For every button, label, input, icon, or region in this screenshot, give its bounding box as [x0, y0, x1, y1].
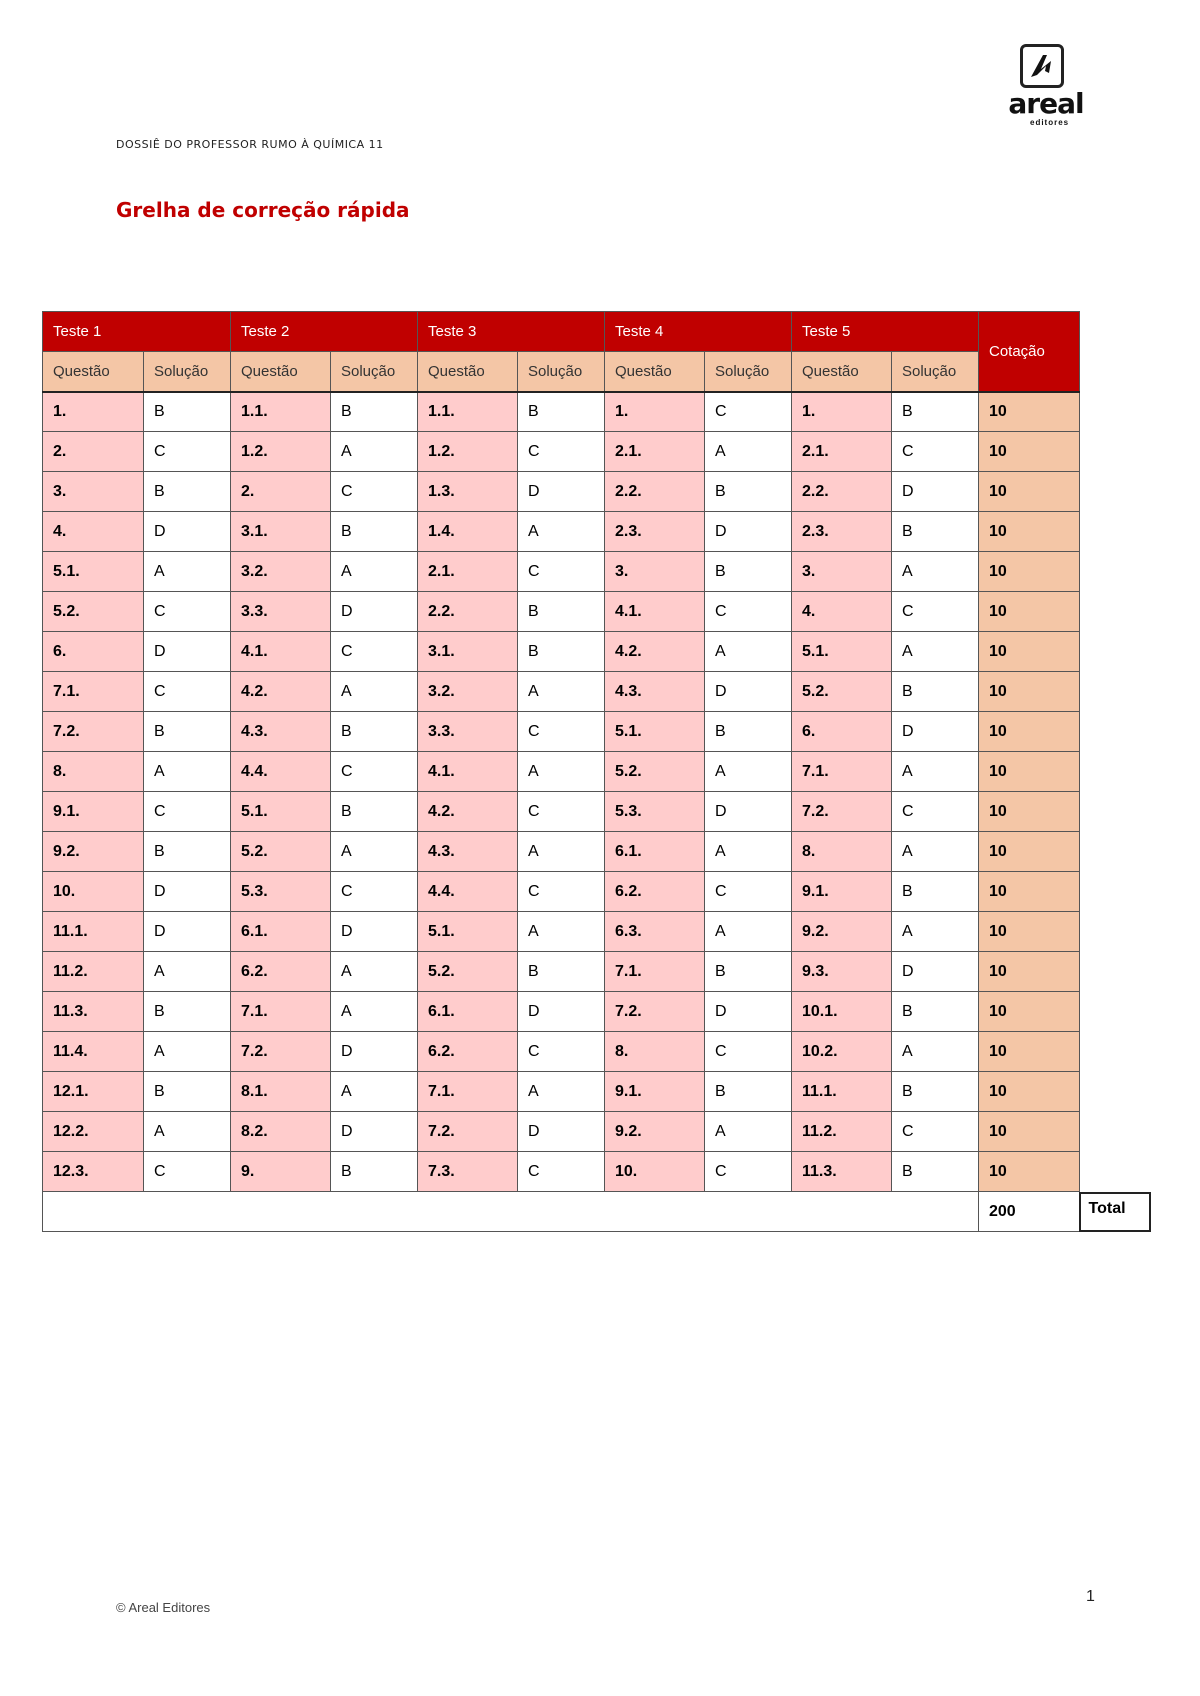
- total-row-spacer: [43, 1192, 979, 1232]
- solution-cell: D: [705, 672, 792, 712]
- question-cell: 9.3.: [792, 952, 892, 992]
- total-row: [43, 1192, 1080, 1232]
- solution-column-header: Solução: [144, 352, 231, 392]
- question-cell: 1.: [605, 392, 705, 432]
- question-cell: 7.2.: [605, 992, 705, 1032]
- solution-cell: A: [518, 1072, 605, 1112]
- question-cell: 10.1.: [792, 992, 892, 1032]
- solution-cell: C: [518, 872, 605, 912]
- question-cell: 5.1.: [231, 792, 331, 832]
- table-row: [43, 1152, 1080, 1192]
- cotacao-cell: 10: [979, 1112, 1080, 1152]
- solution-cell: A: [144, 752, 231, 792]
- solution-cell: B: [705, 712, 792, 752]
- solution-cell: C: [518, 792, 605, 832]
- solution-cell: A: [892, 552, 979, 592]
- question-cell: 4.: [43, 512, 144, 552]
- solution-cell: C: [144, 792, 231, 832]
- solution-cell: D: [518, 472, 605, 512]
- table-row: [43, 1112, 1080, 1152]
- question-cell: 6.1.: [418, 992, 518, 1032]
- question-cell: 12.1.: [43, 1072, 144, 1112]
- table-row: [43, 432, 1080, 472]
- solution-cell: D: [331, 912, 418, 952]
- question-cell: 6.2.: [605, 872, 705, 912]
- solution-cell: A: [331, 992, 418, 1032]
- question-cell: 4.3.: [605, 672, 705, 712]
- solution-cell: A: [705, 752, 792, 792]
- solution-cell: A: [892, 912, 979, 952]
- solution-cell: C: [705, 592, 792, 632]
- table-row: [43, 832, 1080, 872]
- solution-cell: B: [331, 512, 418, 552]
- solution-cell: B: [144, 392, 231, 432]
- question-cell: 2.: [43, 432, 144, 472]
- test-header: Teste 2: [231, 312, 418, 352]
- question-cell: 1.2.: [418, 432, 518, 472]
- question-cell: 11.4.: [43, 1032, 144, 1072]
- solution-cell: C: [331, 472, 418, 512]
- solution-cell: C: [518, 712, 605, 752]
- logo-wordmark: areal: [1008, 87, 1084, 120]
- solution-cell: A: [705, 432, 792, 472]
- table-row: [43, 552, 1080, 592]
- question-cell: 6.1.: [605, 832, 705, 872]
- question-cell: 12.2.: [43, 1112, 144, 1152]
- solution-cell: A: [331, 832, 418, 872]
- cotacao-cell: 10: [979, 512, 1080, 552]
- question-cell: 2.3.: [605, 512, 705, 552]
- question-cell: 8.2.: [231, 1112, 331, 1152]
- cotacao-header: Cotação: [979, 312, 1080, 392]
- question-column-header: Questão: [43, 352, 144, 392]
- question-cell: 3.: [605, 552, 705, 592]
- cotacao-cell: 10: [979, 872, 1080, 912]
- solution-cell: C: [144, 1152, 231, 1192]
- question-cell: 3.3.: [418, 712, 518, 752]
- cotacao-cell: 10: [979, 992, 1080, 1032]
- solution-column-header: Solução: [331, 352, 418, 392]
- solution-cell: B: [144, 1072, 231, 1112]
- table-row: [43, 792, 1080, 832]
- question-cell: 3.2.: [231, 552, 331, 592]
- solution-cell: B: [705, 952, 792, 992]
- question-cell: 7.1.: [43, 672, 144, 712]
- question-cell: 1.1.: [418, 392, 518, 432]
- test-header: Teste 3: [418, 312, 605, 352]
- question-cell: 9.: [231, 1152, 331, 1192]
- solution-cell: A: [892, 1032, 979, 1072]
- question-cell: 2.1.: [605, 432, 705, 472]
- solution-cell: A: [705, 632, 792, 672]
- solution-cell: A: [705, 912, 792, 952]
- question-cell: 4.1.: [605, 592, 705, 632]
- solution-cell: A: [518, 912, 605, 952]
- solution-cell: D: [892, 952, 979, 992]
- question-cell: 7.1.: [418, 1072, 518, 1112]
- question-cell: 6.: [792, 712, 892, 752]
- question-cell: 8.: [43, 752, 144, 792]
- solution-cell: A: [144, 1032, 231, 1072]
- question-cell: 11.3.: [43, 992, 144, 1032]
- question-cell: 7.2.: [231, 1032, 331, 1072]
- question-cell: 3.: [43, 472, 144, 512]
- solution-cell: D: [705, 792, 792, 832]
- solution-cell: B: [144, 832, 231, 872]
- question-cell: 4.3.: [418, 832, 518, 872]
- solution-cell: D: [144, 632, 231, 672]
- logo-mark-icon: [1020, 44, 1064, 88]
- question-cell: 2.1.: [418, 552, 518, 592]
- solution-cell: A: [705, 1112, 792, 1152]
- solution-cell: C: [892, 592, 979, 632]
- solution-column-header: Solução: [705, 352, 792, 392]
- cotacao-cell: 10: [979, 632, 1080, 672]
- solution-cell: B: [331, 792, 418, 832]
- solution-cell: B: [518, 592, 605, 632]
- question-cell: 11.2.: [43, 952, 144, 992]
- table-row: [43, 632, 1080, 672]
- table-row: [43, 992, 1080, 1032]
- question-column-header: Questão: [231, 352, 331, 392]
- question-cell: 6.3.: [605, 912, 705, 952]
- solution-cell: B: [144, 992, 231, 1032]
- solution-cell: D: [518, 992, 605, 1032]
- cotacao-cell: 10: [979, 712, 1080, 752]
- table-row: [43, 392, 1080, 432]
- cotacao-cell: 10: [979, 792, 1080, 832]
- solution-cell: C: [518, 552, 605, 592]
- solution-cell: C: [144, 432, 231, 472]
- question-cell: 10.: [43, 872, 144, 912]
- solution-cell: D: [892, 472, 979, 512]
- solution-cell: B: [892, 1152, 979, 1192]
- total-value: 200: [979, 1192, 1080, 1232]
- solution-cell: A: [331, 952, 418, 992]
- solution-cell: B: [892, 872, 979, 912]
- question-cell: 1.1.: [231, 392, 331, 432]
- question-cell: 4.2.: [605, 632, 705, 672]
- table-row: [43, 1072, 1080, 1112]
- question-cell: 2.2.: [418, 592, 518, 632]
- question-cell: 6.: [43, 632, 144, 672]
- question-cell: 3.1.: [231, 512, 331, 552]
- question-cell: 2.: [231, 472, 331, 512]
- question-cell: 4.3.: [231, 712, 331, 752]
- question-cell: 11.1.: [43, 912, 144, 952]
- question-cell: 11.3.: [792, 1152, 892, 1192]
- question-cell: 9.2.: [43, 832, 144, 872]
- solution-cell: D: [144, 912, 231, 952]
- question-cell: 2.3.: [792, 512, 892, 552]
- question-cell: 7.1.: [792, 752, 892, 792]
- solution-cell: D: [892, 712, 979, 752]
- solution-cell: C: [892, 792, 979, 832]
- question-cell: 5.2.: [231, 832, 331, 872]
- solution-cell: D: [144, 872, 231, 912]
- question-cell: 8.: [792, 832, 892, 872]
- solution-cell: C: [705, 1152, 792, 1192]
- question-cell: 7.2.: [43, 712, 144, 752]
- question-cell: 2.2.: [792, 472, 892, 512]
- logo-subtitle: editores: [1030, 118, 1070, 127]
- solution-column-header: Solução: [518, 352, 605, 392]
- table-row: [43, 592, 1080, 632]
- table-row: [43, 712, 1080, 752]
- solution-cell: B: [331, 392, 418, 432]
- table-row: [43, 872, 1080, 912]
- solution-cell: C: [705, 1032, 792, 1072]
- solution-cell: A: [518, 752, 605, 792]
- table-row: [43, 512, 1080, 552]
- solution-cell: A: [331, 432, 418, 472]
- solution-cell: C: [518, 1152, 605, 1192]
- question-cell: 2.2.: [605, 472, 705, 512]
- test-header: Teste 1: [43, 312, 231, 352]
- footer-copyright: © Areal Editores: [116, 1600, 211, 1615]
- solution-cell: B: [518, 632, 605, 672]
- solution-cell: A: [518, 832, 605, 872]
- question-cell: 4.: [792, 592, 892, 632]
- solution-cell: C: [892, 432, 979, 472]
- question-cell: 5.1.: [418, 912, 518, 952]
- question-cell: 9.2.: [605, 1112, 705, 1152]
- question-cell: 4.2.: [418, 792, 518, 832]
- question-cell: 9.1.: [792, 872, 892, 912]
- solution-cell: C: [331, 872, 418, 912]
- question-cell: 1.3.: [418, 472, 518, 512]
- question-cell: 9.2.: [792, 912, 892, 952]
- solution-cell: C: [518, 432, 605, 472]
- question-cell: 5.2.: [418, 952, 518, 992]
- solution-cell: A: [144, 952, 231, 992]
- publisher-logo: [1000, 44, 1092, 128]
- solution-cell: A: [144, 1112, 231, 1152]
- page-title: Grelha de correção rápida: [116, 198, 410, 222]
- solution-cell: D: [331, 592, 418, 632]
- cotacao-cell: 10: [979, 752, 1080, 792]
- question-column-header: Questão: [605, 352, 705, 392]
- test-header: Teste 5: [792, 312, 979, 352]
- question-cell: 1.: [43, 392, 144, 432]
- solution-cell: B: [331, 1152, 418, 1192]
- solution-cell: A: [518, 512, 605, 552]
- solution-cell: C: [331, 632, 418, 672]
- question-cell: 5.2.: [605, 752, 705, 792]
- question-cell: 7.1.: [605, 952, 705, 992]
- solution-cell: B: [144, 712, 231, 752]
- question-cell: 6.2.: [418, 1032, 518, 1072]
- question-cell: 7.3.: [418, 1152, 518, 1192]
- question-cell: 1.: [792, 392, 892, 432]
- solution-cell: C: [705, 392, 792, 432]
- question-cell: 11.2.: [792, 1112, 892, 1152]
- solution-cell: D: [705, 992, 792, 1032]
- question-cell: 3.: [792, 552, 892, 592]
- question-cell: 9.1.: [605, 1072, 705, 1112]
- question-cell: 8.1.: [231, 1072, 331, 1112]
- solution-cell: C: [518, 1032, 605, 1072]
- cotacao-cell: 10: [979, 472, 1080, 512]
- solution-cell: B: [144, 472, 231, 512]
- question-cell: 7.2.: [418, 1112, 518, 1152]
- solution-column-header: Solução: [892, 352, 979, 392]
- solution-cell: D: [331, 1032, 418, 1072]
- question-cell: 5.3.: [231, 872, 331, 912]
- question-column-header: Questão: [792, 352, 892, 392]
- table-row: [43, 912, 1080, 952]
- page-number: 1: [1086, 1588, 1095, 1605]
- solution-cell: C: [144, 672, 231, 712]
- cotacao-cell: 10: [979, 592, 1080, 632]
- question-cell: 1.4.: [418, 512, 518, 552]
- table-row: [43, 672, 1080, 712]
- table-row: [43, 952, 1080, 992]
- solution-cell: A: [705, 832, 792, 872]
- solution-cell: A: [892, 752, 979, 792]
- solution-cell: C: [144, 592, 231, 632]
- solution-cell: B: [705, 552, 792, 592]
- running-header: DOSSIÊ DO PROFESSOR RUMO À QUÍMICA 11: [116, 138, 384, 151]
- question-cell: 12.3.: [43, 1152, 144, 1192]
- question-column-header: Questão: [418, 352, 518, 392]
- cotacao-cell: 10: [979, 1152, 1080, 1192]
- question-cell: 7.2.: [792, 792, 892, 832]
- solution-cell: D: [144, 512, 231, 552]
- question-cell: 4.1.: [418, 752, 518, 792]
- question-cell: 5.1.: [792, 632, 892, 672]
- question-cell: 11.1.: [792, 1072, 892, 1112]
- solution-cell: B: [705, 472, 792, 512]
- question-cell: 8.: [605, 1032, 705, 1072]
- solution-cell: D: [331, 1112, 418, 1152]
- column-header-row: [43, 352, 1080, 392]
- solution-cell: B: [705, 1072, 792, 1112]
- solution-cell: A: [518, 672, 605, 712]
- question-cell: 5.3.: [605, 792, 705, 832]
- question-cell: 5.2.: [792, 672, 892, 712]
- question-cell: 1.2.: [231, 432, 331, 472]
- solution-cell: B: [892, 392, 979, 432]
- solution-cell: A: [331, 552, 418, 592]
- cotacao-cell: 10: [979, 952, 1080, 992]
- question-cell: 4.2.: [231, 672, 331, 712]
- solution-cell: A: [331, 1072, 418, 1112]
- question-cell: 6.1.: [231, 912, 331, 952]
- table-row: [43, 472, 1080, 512]
- cotacao-cell: 10: [979, 1032, 1080, 1072]
- question-cell: 10.: [605, 1152, 705, 1192]
- question-cell: 4.1.: [231, 632, 331, 672]
- question-cell: 3.2.: [418, 672, 518, 712]
- solution-cell: A: [331, 672, 418, 712]
- cotacao-cell: 10: [979, 552, 1080, 592]
- solution-cell: B: [518, 392, 605, 432]
- question-cell: 4.4.: [418, 872, 518, 912]
- question-cell: 7.1.: [231, 992, 331, 1032]
- question-cell: 9.1.: [43, 792, 144, 832]
- question-cell: 2.1.: [792, 432, 892, 472]
- question-cell: 6.2.: [231, 952, 331, 992]
- solution-cell: A: [892, 632, 979, 672]
- solution-cell: B: [892, 992, 979, 1032]
- solution-cell: C: [331, 752, 418, 792]
- question-cell: 3.1.: [418, 632, 518, 672]
- solution-cell: C: [892, 1112, 979, 1152]
- cotacao-cell: 10: [979, 912, 1080, 952]
- solution-cell: A: [892, 832, 979, 872]
- test-header-row: [43, 312, 1080, 352]
- solution-cell: A: [144, 552, 231, 592]
- solution-cell: D: [705, 512, 792, 552]
- test-header: Teste 4: [605, 312, 792, 352]
- solution-cell: B: [892, 512, 979, 552]
- question-cell: 5.2.: [43, 592, 144, 632]
- question-cell: 3.3.: [231, 592, 331, 632]
- solution-cell: B: [892, 1072, 979, 1112]
- cotacao-cell: 10: [979, 832, 1080, 872]
- cotacao-cell: 10: [979, 672, 1080, 712]
- answer-grid-table: [42, 311, 1080, 1232]
- solution-cell: B: [518, 952, 605, 992]
- table-row: [43, 752, 1080, 792]
- solution-cell: C: [705, 872, 792, 912]
- total-label: Total: [1079, 1192, 1151, 1232]
- solution-cell: D: [518, 1112, 605, 1152]
- solution-cell: B: [892, 672, 979, 712]
- cotacao-cell: 10: [979, 1072, 1080, 1112]
- question-cell: 5.1.: [605, 712, 705, 752]
- table-row: [43, 1032, 1080, 1072]
- question-cell: 10.2.: [792, 1032, 892, 1072]
- solution-cell: B: [331, 712, 418, 752]
- cotacao-cell: 10: [979, 432, 1080, 472]
- question-cell: 5.1.: [43, 552, 144, 592]
- cotacao-cell: 10: [979, 392, 1080, 432]
- question-cell: 4.4.: [231, 752, 331, 792]
